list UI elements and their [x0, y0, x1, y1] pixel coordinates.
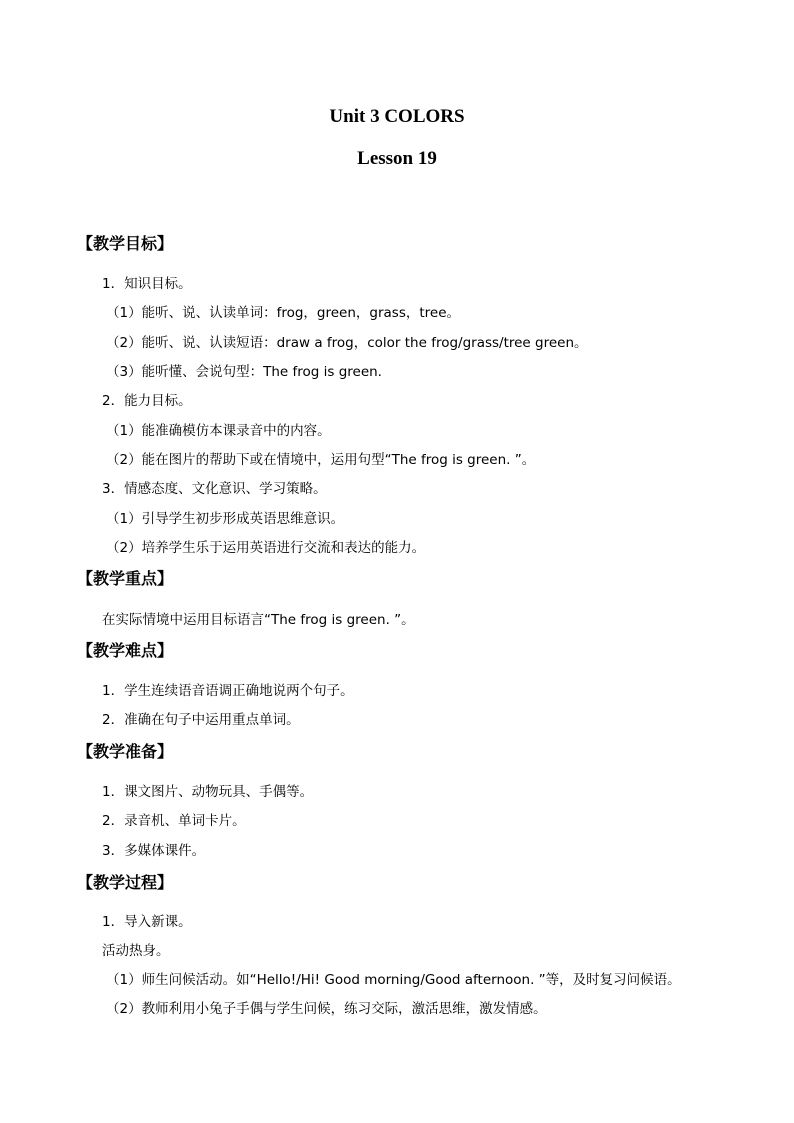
section-heading-preparation: 【教学准备】 [77, 742, 174, 761]
goals-item: （3）能听懂、会说句型：The frog is green. [106, 364, 382, 380]
goals-item: （2）能听、说、认读短语：draw a frog，color the frog/grass/tree green。 [106, 335, 588, 351]
document-subtitle: Lesson 19 [357, 148, 437, 169]
goals-item: 1．知识目标。 [102, 276, 192, 292]
difficulties-item: 1．学生连续语音语调正确地说两个句子。 [102, 683, 354, 699]
goals-item: 3．情感态度、文化意识、学习策略。 [102, 481, 327, 497]
goals-item: （1）引导学生初步形成英语思维意识。 [106, 511, 345, 527]
process-item: （1）师生问候活动。如“Hello!/Hi! Good morning/Good afternoon. ”等，及时复习问候语。 [106, 972, 681, 988]
process-item: 1．导入新课。 [102, 914, 192, 930]
section-heading-key-points: 【教学重点】 [77, 569, 174, 588]
goals-item: 2．能力目标。 [102, 393, 192, 409]
document-title: Unit 3 COLORS [329, 106, 465, 127]
key-points-item: 在实际情境中运用目标语言“The frog is green. ”。 [102, 612, 415, 628]
preparation-item: 2．录音机、单词卡片。 [102, 813, 246, 829]
process-item: 活动热身。 [102, 943, 170, 959]
preparation-item: 1．课文图片、动物玩具、手偶等。 [102, 784, 314, 800]
section-heading-goals: 【教学目标】 [77, 234, 174, 253]
difficulties-item: 2．准确在句子中运用重点单词。 [102, 712, 300, 728]
goals-item: （1）能听、说、认读单词：frog，green，grass，tree。 [106, 305, 461, 321]
goals-item: （2）培养学生乐于运用英语进行交流和表达的能力。 [106, 540, 426, 556]
section-heading-process: 【教学过程】 [77, 873, 174, 892]
goals-item: （2）能在图片的帮助下或在情境中，运用句型“The frog is green. ”。 [106, 452, 536, 468]
goals-item: （1）能准确模仿本课录音中的内容。 [106, 423, 331, 439]
preparation-item: 3．多媒体课件。 [102, 843, 206, 859]
section-heading-difficulties: 【教学难点】 [77, 641, 174, 660]
process-item: （2）教师利用小兔子手偶与学生问候，练习交际，激活思维，激发情感。 [106, 1001, 547, 1017]
